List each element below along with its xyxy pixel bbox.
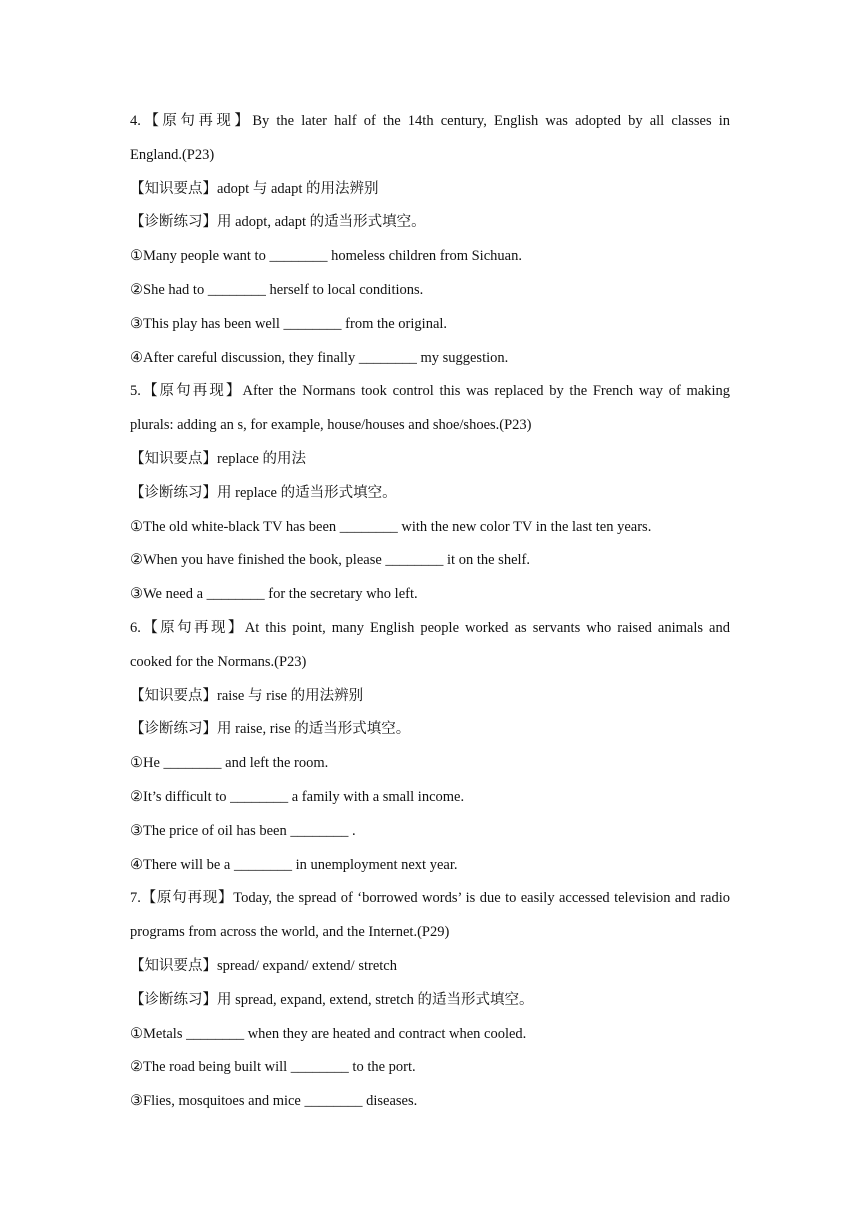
q5-knowledge-point: 【知识要点】replace 的用法 [130,450,306,467]
q6-exercise-1: ①He ________ and left the room. [130,755,329,772]
q7-sentence-line-2: programs from across the world, and the Internet.(P29) [130,924,450,941]
q6-sentence-line-1: 6.【原句再现】At this point, many English people worked as servants who raised animals and [130,619,730,636]
q7-sentence-line-1: 7.【原句再现】Today, the spread of ‘borrowed words’ is due to easily accessed television and radio [130,890,730,907]
q6-exercise-2: ②It’s difficult to ________ a family with a small income. [130,788,465,805]
q5-practice-instruction: 【诊断练习】用 replace 的适当形式填空。 [130,484,397,501]
q4-sentence-line-1: 4.【原句再现】By the later half of the 14th century, English was adopted by all classes in [130,113,730,129]
q4-exercise-2: ②She had to ________ herself to local conditions. [130,281,424,298]
q6-sentence-line-2: cooked for the Normans.(P23) [130,653,307,670]
q7-knowledge-point: 【知识要点】spread/ expand/ extend/ stretch [130,957,397,974]
q6-knowledge-point: 【知识要点】raise 与 rise 的用法辨别 [130,687,364,704]
q6-exercise-3: ③The price of oil has been ________ . [130,822,356,839]
q5-exercise-3: ③We need a ________ for the secretary who left. [130,586,418,603]
q6-exercise-4: ④There will be a ________ in unemployment next year. [130,856,458,873]
q4-exercise-4: ④After careful discussion, they finally ________ my suggestion. [130,349,509,366]
q4-practice-instruction: 【诊断练习】用 adopt, adapt 的适当形式填空。 [130,214,426,231]
q4-knowledge-point: 【知识要点】adopt 与 adapt 的用法辨别 [130,180,379,197]
q7-exercise-3: ③Flies, mosquitoes and mice ________ diseases. [130,1093,418,1110]
q5-sentence-line-2: plurals: adding an s, for example, house/houses and shoe/shoes.(P23) [130,417,532,434]
q4-sentence-line-2: England.(P23) [130,146,215,163]
q4-exercise-1: ①Many people want to ________ homeless children from Sichuan. [130,248,522,265]
q7-exercise-1: ①Metals ________ when they are heated and contract when cooled. [130,1025,527,1042]
q4-exercise-3: ③This play has been well ________ from the original. [130,315,448,332]
q5-exercise-2: ②When you have finished the book, please ________ it on the shelf. [130,552,530,569]
q6-practice-instruction: 【诊断练习】用 raise, rise 的适当形式填空。 [130,721,411,738]
q5-exercise-1: ①The old white-black TV has been ________ with the new color TV in the last ten years. [130,518,652,535]
q5-sentence-line-1: 5.【原句再现】After the Normans took control this was replaced by the French way of making [130,383,730,400]
q7-practice-instruction: 【诊断练习】用 spread, expand, extend, stretch 的适当形式填空。 [130,991,534,1008]
q7-exercise-2: ②The road being built will ________ to the port. [130,1059,416,1076]
document-page [130,105,730,1119]
